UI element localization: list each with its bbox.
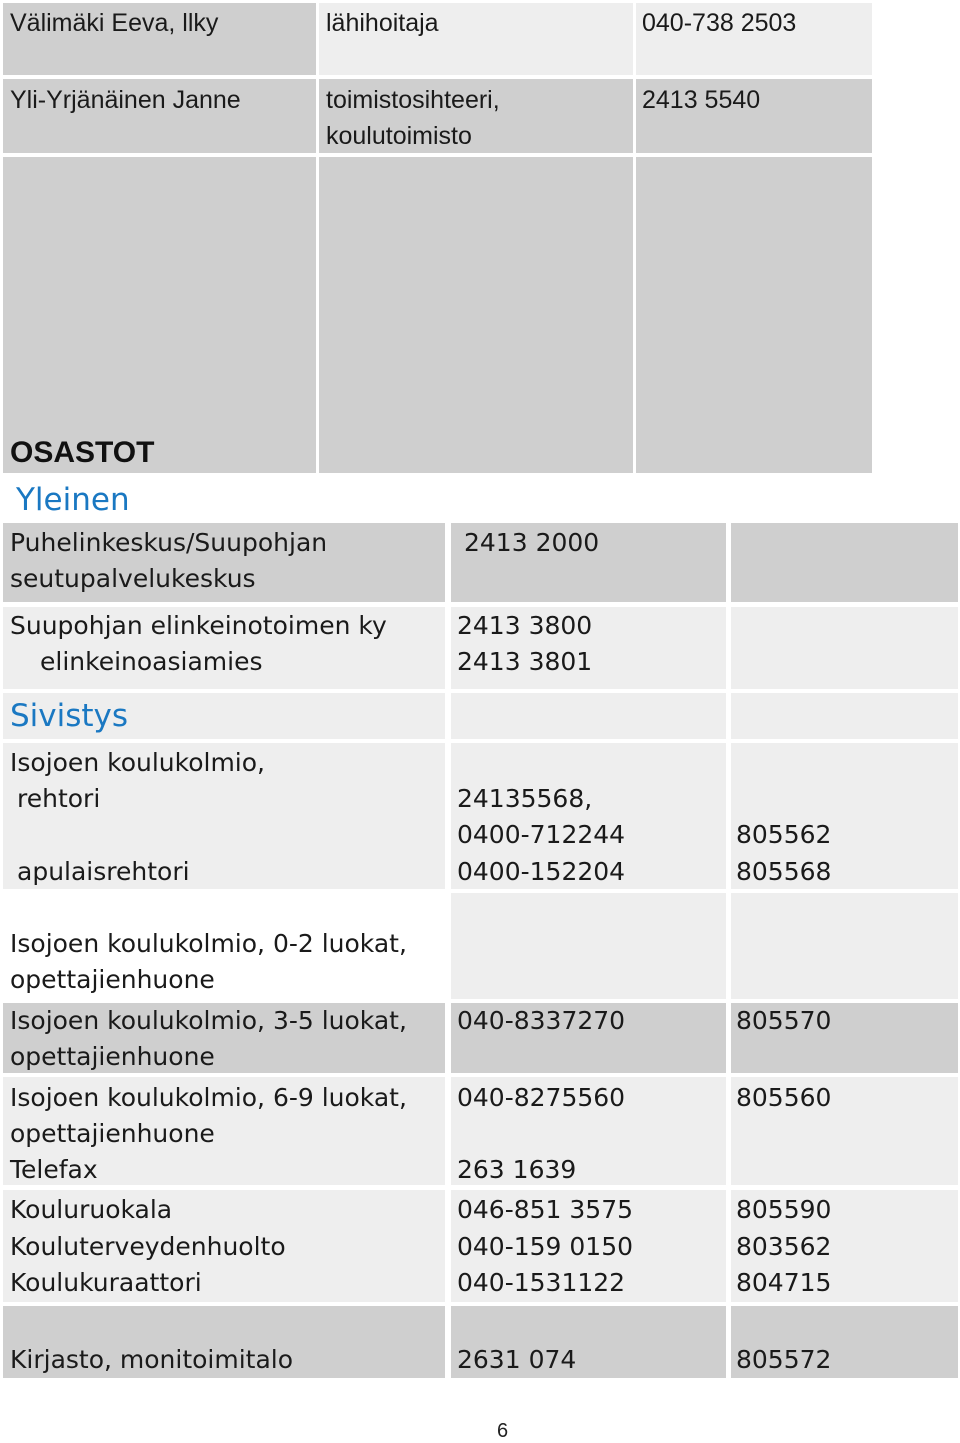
koulukolmio-ext1: 805562 xyxy=(736,820,832,849)
koulukolmio-rehtori: rehtori xyxy=(17,784,101,813)
koulukuraattori-phone: 040-1531122 xyxy=(457,1268,626,1297)
luokat35-ext: 805570 xyxy=(736,1006,832,1035)
kouluruokala-label: Kouluruokala xyxy=(10,1195,173,1224)
kirjasto-ext: 805572 xyxy=(736,1345,832,1374)
row2-title-line2: koulutoimisto xyxy=(326,122,472,150)
kouluterveydenhuolto-label: Kouluterveydenhuolto xyxy=(10,1232,286,1261)
luokat35-phone: 040-8337270 xyxy=(457,1006,626,1035)
kouluruokala-phone: 046-851 3575 xyxy=(457,1195,634,1224)
row1-name: Välimäki Eeva, llky xyxy=(10,9,219,37)
elinkeino-line2: elinkeinoasiamies xyxy=(40,647,263,676)
top-empty-col2 xyxy=(319,157,633,473)
yleinen-heading: Yleinen xyxy=(16,482,130,518)
luokat02-line2: opettajienhuone xyxy=(10,965,215,994)
koulukolmio-apulaisrehtori: apulaisrehtori xyxy=(17,857,190,886)
luokat02-ext-cell xyxy=(731,893,958,999)
koulukolmio-line1: Isojoen koulukolmio, xyxy=(10,748,265,777)
sivistys-heading: Sivistys xyxy=(10,698,129,734)
elinkeino-phone2: 2413 3801 xyxy=(457,647,593,676)
puhelinkeskus-line2: seutupalvelukeskus xyxy=(10,564,256,593)
row2-title-line1: toimistosihteeri, xyxy=(326,86,500,114)
row2-phone: 2413 5540 xyxy=(642,86,761,114)
page-number: 6 xyxy=(497,1420,509,1442)
luokat02-phone-cell xyxy=(451,893,726,999)
koulukuraattori-ext: 804715 xyxy=(736,1268,832,1297)
kirjasto-phone: 2631 074 xyxy=(457,1345,577,1374)
kouluruokala-ext: 805590 xyxy=(736,1195,832,1224)
puhelinkeskus-ext-cell xyxy=(731,523,958,602)
koulukolmio-phone2: 0400-712244 xyxy=(457,820,626,849)
luokat02-line1: Isojoen koulukolmio, 0-2 luokat, xyxy=(10,929,407,958)
row1-phone: 040-738 2503 xyxy=(642,9,797,37)
telefax-phone: 263 1639 xyxy=(457,1155,577,1184)
kouluterveydenhuolto-phone: 040-159 0150 xyxy=(457,1232,634,1261)
sivistys-head-cell-2 xyxy=(451,693,726,739)
koulukolmio-phone3: 0400-152204 xyxy=(457,857,626,886)
luokat69-ext: 805560 xyxy=(736,1083,832,1112)
luokat69-line1: Isojoen koulukolmio, 6-9 luokat, xyxy=(10,1083,407,1112)
row2-name: Yli-Yrjänäinen Janne xyxy=(10,86,241,114)
koulukuraattori-label: Koulukuraattori xyxy=(10,1268,202,1297)
kouluterveydenhuolto-ext: 803562 xyxy=(736,1232,832,1261)
elinkeino-ext-cell xyxy=(731,607,958,689)
sivistys-head-cell-3 xyxy=(731,693,958,739)
koulukolmio-ext2: 805568 xyxy=(736,857,832,886)
puhelinkeskus-line1: Puhelinkeskus/Suupohjan xyxy=(10,528,328,557)
osastot-heading: OSASTOT xyxy=(10,436,155,469)
koulukolmio-phone1: 24135568, xyxy=(457,784,593,813)
luokat69-phone: 040-8275560 xyxy=(457,1083,626,1112)
elinkeino-line1: Suupohjan elinkeinotoimen ky xyxy=(10,611,387,640)
kirjasto-name: Kirjasto, monitoimitalo xyxy=(10,1345,294,1374)
puhelinkeskus-phone: 2413 2000 xyxy=(464,528,600,557)
elinkeino-phone1: 2413 3800 xyxy=(457,611,593,640)
row1-title: lähihoitaja xyxy=(326,9,439,37)
top-empty-col3 xyxy=(636,157,872,473)
top-empty-col1 xyxy=(3,157,316,473)
luokat69-line2: opettajienhuone xyxy=(10,1119,215,1148)
luokat35-line2: opettajienhuone xyxy=(10,1042,215,1071)
telefax-label: Telefax xyxy=(10,1155,98,1184)
luokat35-line1: Isojoen koulukolmio, 3-5 luokat, xyxy=(10,1006,407,1035)
